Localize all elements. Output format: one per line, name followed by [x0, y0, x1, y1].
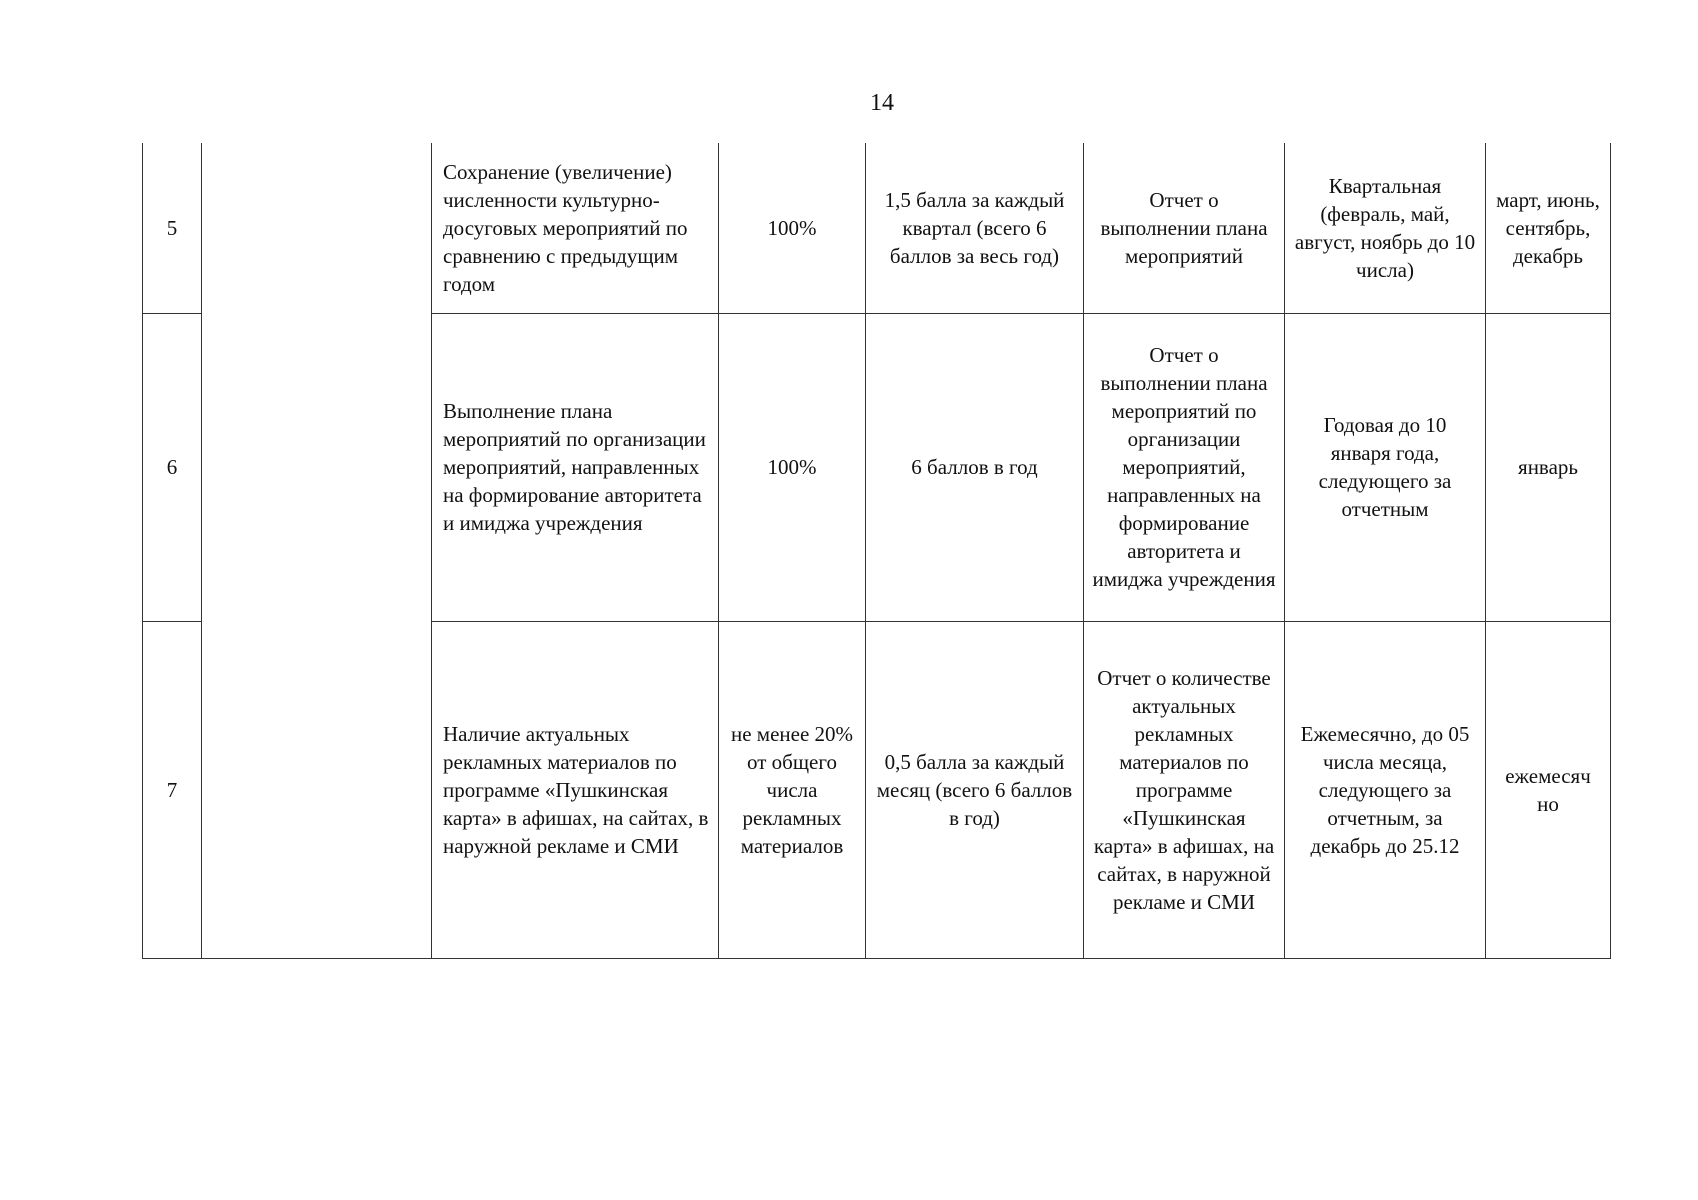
points-cell: 0,5 балла за каждый месяц (всего 6 баллов в год) [866, 621, 1084, 958]
target-value-cell: 100% [719, 313, 866, 621]
table-row [143, 143, 1611, 313]
row-number-cell: 5 [143, 143, 202, 313]
page-number: 14 [870, 90, 894, 116]
indicator-cell: Наличие актуальных рекламных материалов по программе «Пушкинская карта» в афишах, на сайтах, в наружной рекламе и СМИ [432, 621, 719, 958]
criteria-table [142, 143, 1611, 959]
target-value-cell: 100% [719, 143, 866, 313]
row-number-cell: 6 [143, 313, 202, 621]
points-cell: 6 баллов в год [866, 313, 1084, 621]
indicator-cell: Выполнение плана мероприятий по организации мероприятий, направленных на формирование авторитета и имиджа учреждения [432, 313, 719, 621]
period-cell: март, июнь, сентябрь, декабрь [1486, 143, 1611, 313]
frequency-cell: Ежемесячно, до 05 числа месяца, следующего за отчетным, за декабрь до 25.12 [1285, 621, 1486, 958]
indicator-cell: Сохранение (увеличение) численности культурно-досуговых мероприятий по сравнению с предыдущим годом [432, 143, 719, 313]
merged-category-cell [202, 143, 432, 958]
report-form-cell: Отчет о выполнении плана мероприятий по организации мероприятий, направленных на формирование авторитета и имиджа учреждения [1084, 313, 1285, 621]
report-form-cell: Отчет о количестве актуальных рекламных материалов по программе «Пушкинская карта» в афишах, на сайтах, в наружной рекламе и СМИ [1084, 621, 1285, 958]
points-cell: 1,5 балла за каждый квартал (всего 6 баллов за весь год) [866, 143, 1084, 313]
target-value-cell: не менее 20% от общего числа рекламных материалов [719, 621, 866, 958]
frequency-cell: Квартальная (февраль, май, август, ноябрь до 10 числа) [1285, 143, 1486, 313]
report-form-cell: Отчет о выполнении плана мероприятий [1084, 143, 1285, 313]
period-cell: январь [1486, 313, 1611, 621]
period-cell: ежемесяч но [1486, 621, 1611, 958]
frequency-cell: Годовая до 10 января года, следующего за отчетным [1285, 313, 1486, 621]
row-number-cell: 7 [143, 621, 202, 958]
